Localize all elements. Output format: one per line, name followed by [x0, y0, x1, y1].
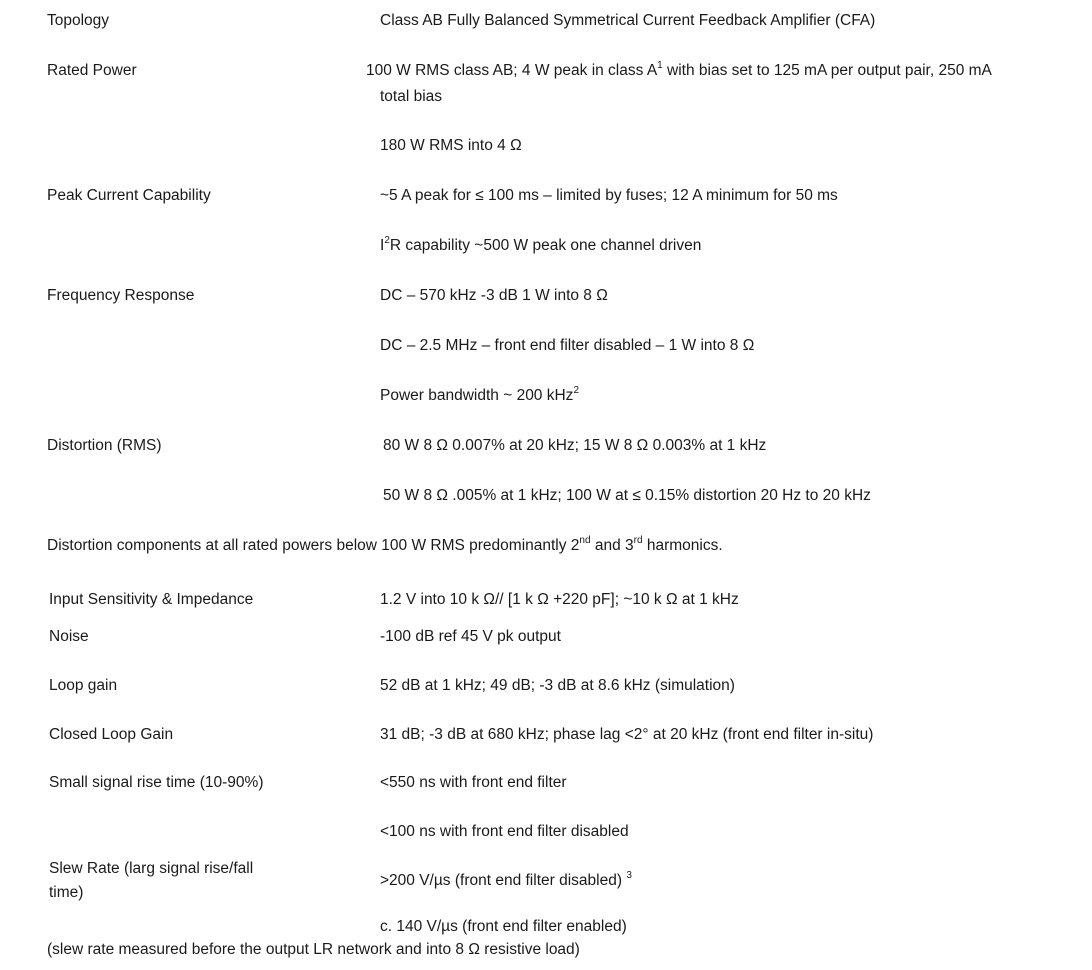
rated-power-label: Rated Power — [47, 62, 137, 79]
rated-power-value-cont: total bias — [380, 88, 443, 105]
footnote-marker: 3 — [626, 869, 632, 881]
distortion-value: 80 W 8 Ω 0.007% at 20 kHz; 15 W 8 Ω 0.003% at 1 kHz — [383, 437, 767, 454]
input-value: 1.2 V into 10 k Ω// [1 k Ω +220 pF]; ~10 k Ω at 1 kHz — [380, 591, 739, 608]
power-bandwidth-value: Power bandwidth ~ 200 kHz$^2$ — [380, 384, 579, 404]
closed-loop-gain-label: Closed Loop Gain — [49, 726, 174, 743]
frequency-response-value-2: DC – 2.5 MHz – front end filter disabled – 1 W into 8 Ω — [380, 337, 755, 354]
slew-rate-value: >200 V/µs (front end filter disabled) $^3$ — [380, 869, 632, 889]
noise-value: -100 dB ref 45 V pk output — [380, 628, 561, 645]
peak-current-label: Peak Current Capability — [47, 187, 211, 204]
frequency-response-label: Frequency Response — [47, 287, 195, 304]
footnote-marker: 1 — [657, 59, 663, 71]
rise-time-value: <550 ns with front end filter — [380, 774, 567, 791]
slew-rate-value-2: c. 140 V/µs (front end filter enabled) — [380, 918, 627, 935]
rise-time-value-2: <100 ns with front end filter disabled — [380, 823, 629, 840]
closed-loop-gain-value: 31 dB; -3 dB at 680 kHz; phase lag <2° at 20 kHz (front end filter in-situ) — [380, 726, 874, 743]
rated-power-value: 100 W RMS class AB; 4 W peak in class $A^1$ with bias set to 125 mA per output pair, 250 mA — [366, 59, 992, 79]
frequency-response-value: DC – 570 kHz -3 dB 1 W into 8 Ω — [380, 287, 608, 304]
slew-rate-note: (slew rate measured before the output LR network and into 8 Ω resistive load) — [47, 941, 580, 958]
peak-current-value: ~5 A peak for ≤ 100 ms – limited by fuses; 12 A minimum for 50 ms — [380, 187, 838, 204]
loop-gain-value: 52 dB at 1 kHz; 49 dB; -3 dB at 8.6 kHz (simulation) — [380, 677, 735, 694]
footnote-marker: 2 — [573, 384, 579, 396]
distortion-value-2: 50 W 8 Ω .005% at 1 kHz; 100 W at ≤ 0.15% distortion 20 Hz to 20 kHz — [383, 487, 871, 504]
noise-label: Noise — [49, 628, 89, 645]
distortion-label: Distortion (RMS) — [47, 437, 162, 454]
topology-label: Topology — [47, 12, 110, 29]
rated-power-value-4ohm: 180 W RMS into 4 Ω — [380, 137, 522, 154]
topology-value: Class AB Fully Balanced Symmetrical Current Feedback Amplifier (CFA) — [380, 12, 876, 29]
loop-gain-label: Loop gain — [49, 677, 118, 694]
slew-rate-label-line2: time) — [49, 884, 84, 901]
distortion-note: Distortion components at all rated powers below 100 W RMS predominantly 2nd and 3rd harmonics. — [47, 534, 723, 554]
input-label: Input Sensitivity & Impedance — [49, 591, 254, 608]
slew-rate-label-line1: Slew Rate (larg signal rise/fall — [49, 860, 254, 877]
peak-current-i2r: $I^2R$ capability ~500 W peak one channel driven — [380, 234, 702, 254]
rise-time-label: Small signal rise time (10-90%) — [49, 774, 264, 791]
